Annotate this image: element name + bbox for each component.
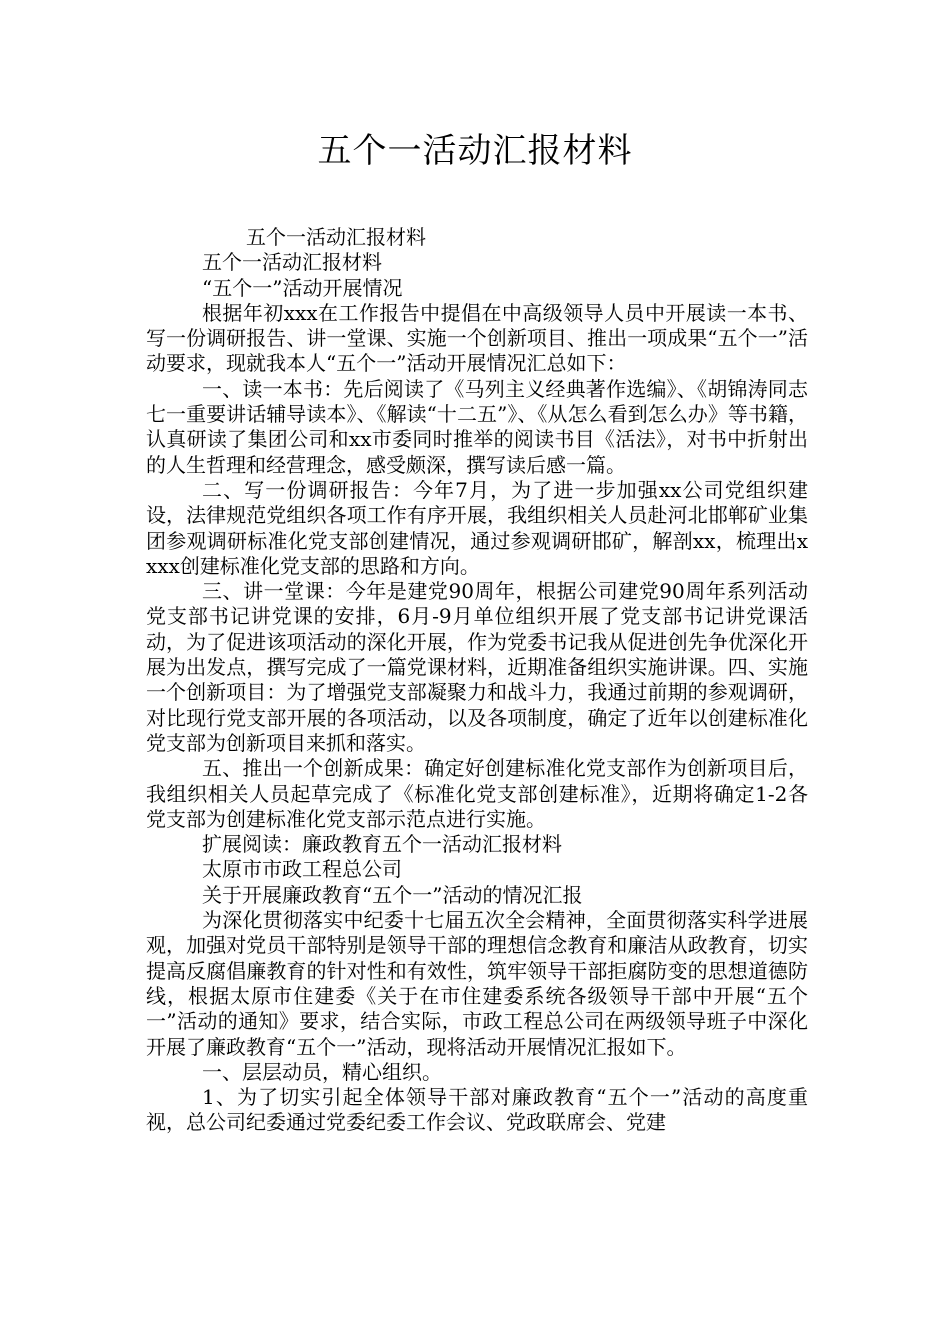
- body-paragraph: 一、读一本书：先后阅读了《马列主义经典著作选编》、《胡锦涛同志七一重要讲话辅导读本》、《解读“十二五”》、《从怎么看到怎么办》等书籍，认真研读了集团公司和xx市委同时推举的阅读书目《活法》，对书中折射出的人生哲理和经营理念，感受颇深，撰写读后感一篇。: [146, 376, 808, 477]
- body-paragraph: 二、写一份调研报告：今年7月，为了进一步加强xx公司党组织建设，法律规范党组织各项工作有序开展，我组织相关人员赴河北邯郸矿业集团参观调研标准化党支部创建情况，通过参观调研邯矿，解剖xx，梳理出xxxx创建标准化党支部的思路和方向。: [146, 477, 808, 578]
- body-paragraph: 五个一活动汇报材料: [202, 250, 382, 275]
- body-paragraph: 根据年初xxx在工作报告中提倡在中高级领导人员中开展读一本书、写一份调研报告、讲一堂课、实施一个创新项目、推出一项成果“五个一”活动要求，现就我本人“五个一”活动开展情况汇总如下：: [146, 300, 808, 376]
- body-paragraph: 三、讲一堂课：今年是建党90周年，根据公司建党90周年系列活动党支部书记讲党课的安排，6月-9月单位组织开展了党支部书记讲党课活动，为了促进该项活动的深化开展，作为党委书记我从促进创先争优深化开展为出发点，撰写完成了一篇党课材料，近期准备组织实施讲课。四、实施一个创新项目：为了增强党支部凝聚力和战斗力，我通过前期的参观调研，对比现行党支部开展的各项活动，以及各项制度，确定了近年以创建标准化党支部为创新项目来抓和落实。: [146, 579, 808, 755]
- page-title: 五个一活动汇报材料: [317, 131, 633, 171]
- document-body: [146, 225, 808, 1136]
- body-paragraph: 为深化贯彻落实中纪委十七届五次全会精神，全面贯彻落实科学进展观，加强对党员干部特别是领导干部的理想信念教育和廉洁从政教育，切实提高反腐倡廉教育的针对性和有效性，筑牢领导干部拒腐防变的思想道德防线，根据太原市住建委《关于在市住建委系统各级领导干部中开展“五个一”活动的通知》要求，结合实际，市政工程总公司在两级领导班子中深化开展了廉政教育“五个一”活动，现将活动开展情况汇报如下。: [146, 908, 808, 1059]
- body-paragraph: 太原市市政工程总公司: [202, 857, 402, 882]
- body-paragraph: 扩展阅读：廉政教育五个一活动汇报材料: [202, 832, 562, 857]
- body-paragraph: 五、推出一个创新成果：确定好创建标准化党支部作为创新项目后，我组织相关人员起草完成了《标准化党支部创建标准》，近期将确定1-2各党支部为创建标准化党支部示范点进行实施。: [146, 756, 808, 831]
- body-paragraph: 关于开展廉政教育“五个一”活动的情况汇报: [202, 882, 583, 907]
- body-paragraph: 五个一活动汇报材料: [246, 225, 426, 249]
- body-paragraph: “五个一”活动开展情况: [202, 275, 403, 300]
- body-paragraph: 1、为了切实引起全体领导干部对廉政教育“五个一”活动的高度重视，总公司纪委通过党委纪委工作会议、党政联席会、党建: [146, 1085, 808, 1135]
- body-paragraph: 一、层层动员，精心组织。: [202, 1059, 442, 1084]
